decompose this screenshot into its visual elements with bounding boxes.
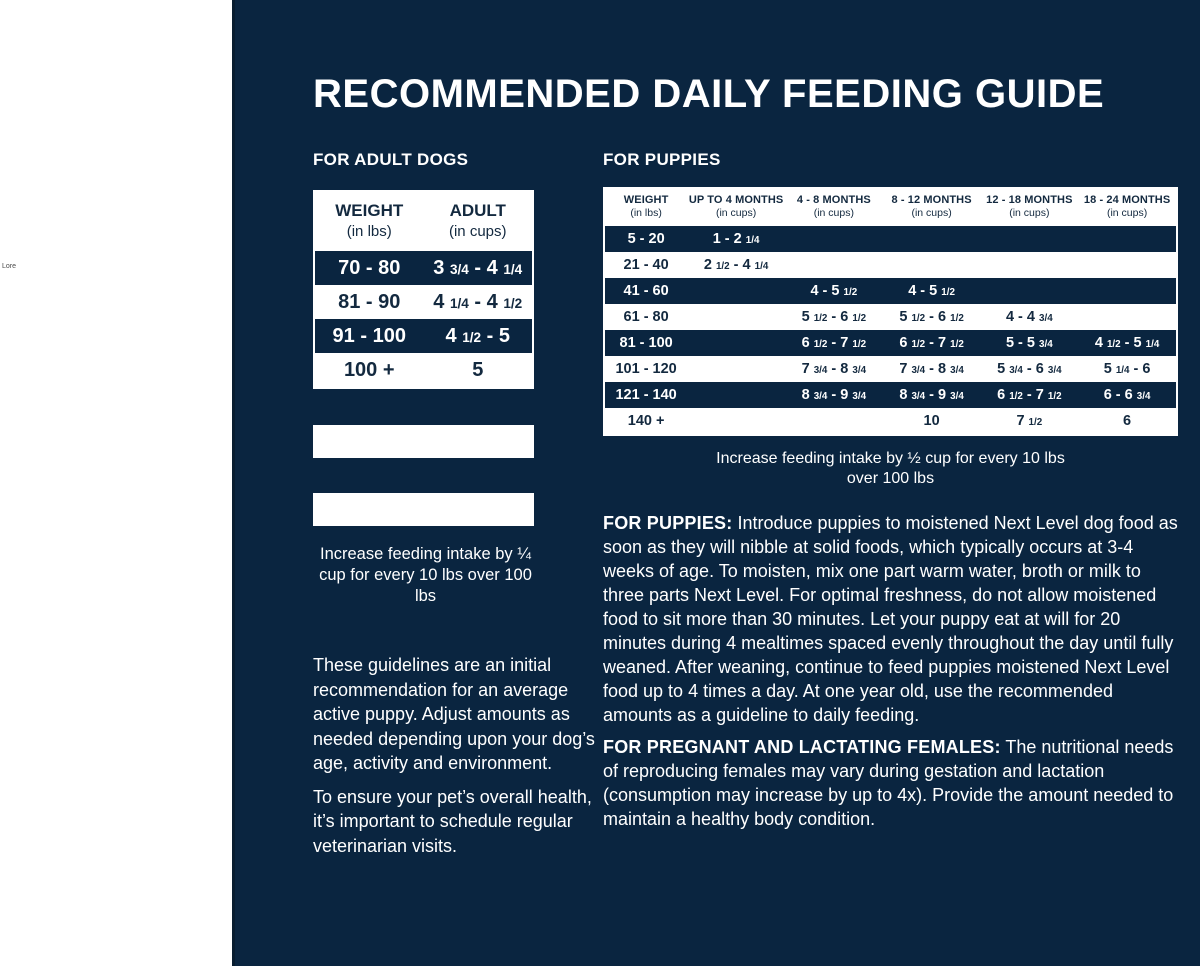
fraction: 1/4 [449,295,469,311]
fraction: 1/2 [941,287,955,298]
pregnant-females-lead: FOR PREGNANT AND LACTATING FEMALES: [603,737,1001,757]
table-cell: 5 3/4 - 6 3/4 [997,361,1062,377]
fraction: 1/2 [843,287,858,298]
fraction: 1/4 [1115,365,1130,376]
puppies-info-lead: FOR PUPPIES: [603,513,733,533]
fraction: 1/2 [715,261,730,272]
column-header: WEIGHT (in lbs) [335,201,404,240]
table-cell: 4 - 5 1/2 [810,283,858,299]
column-header: 12 - 18 MONTHS (in cups) [986,194,1073,219]
table-cell: 5 1/2 - 6 1/2 [801,309,867,325]
table-cell: 91 - 100 [332,324,406,347]
table-cell: 7 3/4 - 8 3/4 [899,361,964,377]
table-row [605,382,1176,408]
table-cell: 61 - 80 [623,309,669,325]
table-cell: 101 - 120 [615,361,677,377]
table-cell: 41 - 60 [623,283,669,299]
column-header: 18 - 24 MONTHS (in cups) [1083,194,1171,219]
content-panel [232,0,1200,966]
fraction: 1/2 [813,339,828,350]
column-header: 4 - 8 MONTHS (in cups) [796,194,871,219]
fraction: 3/4 [813,365,828,376]
fraction: 3/4 [813,391,828,402]
fraction: 1/2 [852,313,867,324]
watermark-text: Lore [2,263,17,270]
empty-row-box-2 [313,493,534,526]
puppy-increase-note: Increase feeding intake by ½ cup for every 10 lbs over 100 lbs [716,450,1065,487]
fraction: 1/2 [950,313,964,324]
table-cell: 6 1/2 - 7 1/2 [997,387,1062,403]
empty-row-box-1 [313,425,534,458]
table-row [605,226,1176,252]
table-cell: 70 - 80 [338,256,401,279]
table-cell: 6 - 6 3/4 [1103,387,1151,403]
table-row [605,330,1176,356]
column-header: WEIGHT (in lbs) [623,194,669,219]
table-row [605,356,1176,382]
adult-increase-note: Increase feeding intake by ¼ cup for every 10 lbs over 100 lbs [319,545,532,605]
table-row [605,408,1176,434]
fraction: 3/4 [1009,365,1023,376]
adult-dogs-section [313,150,599,858]
fraction: 3/4 [950,391,964,402]
table-cell: 10 [923,413,940,429]
table-cell: 5 [472,358,484,381]
table-cell: 5 1/2 - 6 1/2 [899,309,964,325]
table-cell: 6 1/2 - 7 1/2 [801,335,867,351]
table-cell: 121 - 140 [615,387,677,403]
table-cell: 2 1/2 - 4 1/4 [703,257,769,273]
table-row [605,304,1176,330]
table-header [605,189,1176,226]
table-cell: 5 - 5 3/4 [1005,335,1053,351]
fraction: 3/4 [1047,365,1062,376]
table-cell: 21 - 40 [623,257,669,273]
fraction: 3/4 [852,365,867,376]
table-row [315,285,532,319]
fraction: 3/4 [1136,391,1151,402]
puppies-info-text: Introduce puppies to moistened Next Level dog food as soon as they will nibble at solid foods, which typically occurs at 3-4 weeks of age. To moisten, mix one part warm water, broth or milk to three parts Next Level. For optimal freshness, do not allow moistened food to sit more than 30 minutes. Let your puppy eat at will for 20 minutes during 4 mealtimes spaced evenly throughout the day until fully weaned. After weaning, continue to feed puppies moistened Next Level food up to 4 times a day. At one year old, use the recommended amounts as a guideline to daily feeding. [603,513,1178,725]
fraction: 1/4 [745,235,760,246]
section-heading-adult-dogs: FOR ADULT DOGS [313,150,469,169]
table-row [605,278,1176,304]
fraction: 1/2 [462,329,482,345]
table-cell: 4 - 4 3/4 [1005,309,1053,325]
page-title: RECOMMENDED DAILY FEEDING GUIDE [313,72,1105,116]
fraction: 1/2 [911,313,926,324]
fraction: 1/2 [1047,391,1062,402]
table-cell: 7 1/2 [1016,413,1043,429]
guidelines-paragraph: These guidelines are an initial recommendation for an average active puppy. Adjust amounts as needed depending upon your dog’s age, activity and environment. [313,655,595,773]
pregnant-females-paragraph [603,735,1178,831]
table-cell: 8 3/4 - 9 3/4 [899,387,964,403]
fraction: 1/2 [1028,417,1043,428]
fraction: 1/2 [1009,391,1023,402]
fraction: 1/2 [852,339,867,350]
fraction: 1/4 [503,261,523,277]
table-cell: 4 1/4 - 4 1/2 [433,290,523,313]
table-cell: 4 - 5 1/2 [908,283,955,299]
table-cell: 1 - 2 1/4 [712,231,760,247]
fraction: 3/4 [1039,313,1053,324]
table-cell: 81 - 90 [338,290,401,313]
table-cell: 6 1/2 - 7 1/2 [899,335,964,351]
table-row [315,251,532,285]
column-header: ADULT (in cups) [448,201,507,240]
table-cell: 140 + [627,413,665,429]
fraction: 3/4 [1039,339,1053,350]
pregnant-females-text: The nutritional needs of reproducing females may vary during gestation and lactation (consumption may increase by up to 4x). Provide the amount needed to maintain a healthy body condition. [603,737,1174,829]
table-row [315,353,532,387]
table-cell: 81 - 100 [619,335,673,351]
fraction: 1/2 [813,313,828,324]
fraction: 3/4 [911,391,926,402]
table-cell: 5 - 20 [627,231,665,247]
fraction: 1/2 [911,339,926,350]
section-heading-puppies: FOR PUPPIES [603,150,721,169]
column-header: UP TO 4 MONTHS (in cups) [688,194,784,219]
fraction: 3/4 [852,391,867,402]
table-cell: 4 1/2 - 5 1/4 [1094,335,1160,351]
table-cell: 100 + [343,358,395,381]
fraction: 3/4 [449,261,469,277]
table-cell: 5 1/4 - 6 [1103,361,1151,377]
table-cell: 3 3/4 - 4 1/4 [433,256,523,279]
vet-visits-paragraph: To ensure your pet’s overall health, it’s important to schedule regular veterinarian visits. [313,786,592,856]
table-cell: 6 [1123,413,1132,429]
fraction: 1/4 [1145,339,1160,350]
table-header [315,192,532,251]
table-cell: 7 3/4 - 8 3/4 [801,361,867,377]
fraction: 1/2 [1106,339,1121,350]
fraction: 3/4 [950,365,964,376]
column-header: 8 - 12 MONTHS (in cups) [891,194,972,219]
fraction: 1/2 [503,295,523,311]
table-cell: 4 1/2 - 5 [445,324,510,347]
puppies-section [603,150,1178,831]
puppy-feeding-table [603,187,1178,436]
puppies-info-paragraph [603,511,1178,727]
adult-feeding-table [313,190,534,389]
fraction: 3/4 [911,365,926,376]
table-row [315,319,532,353]
fraction: 1/2 [950,339,964,350]
table-cell: 8 3/4 - 9 3/4 [801,387,867,403]
fraction: 1/4 [754,261,769,272]
table-row [605,252,1176,278]
